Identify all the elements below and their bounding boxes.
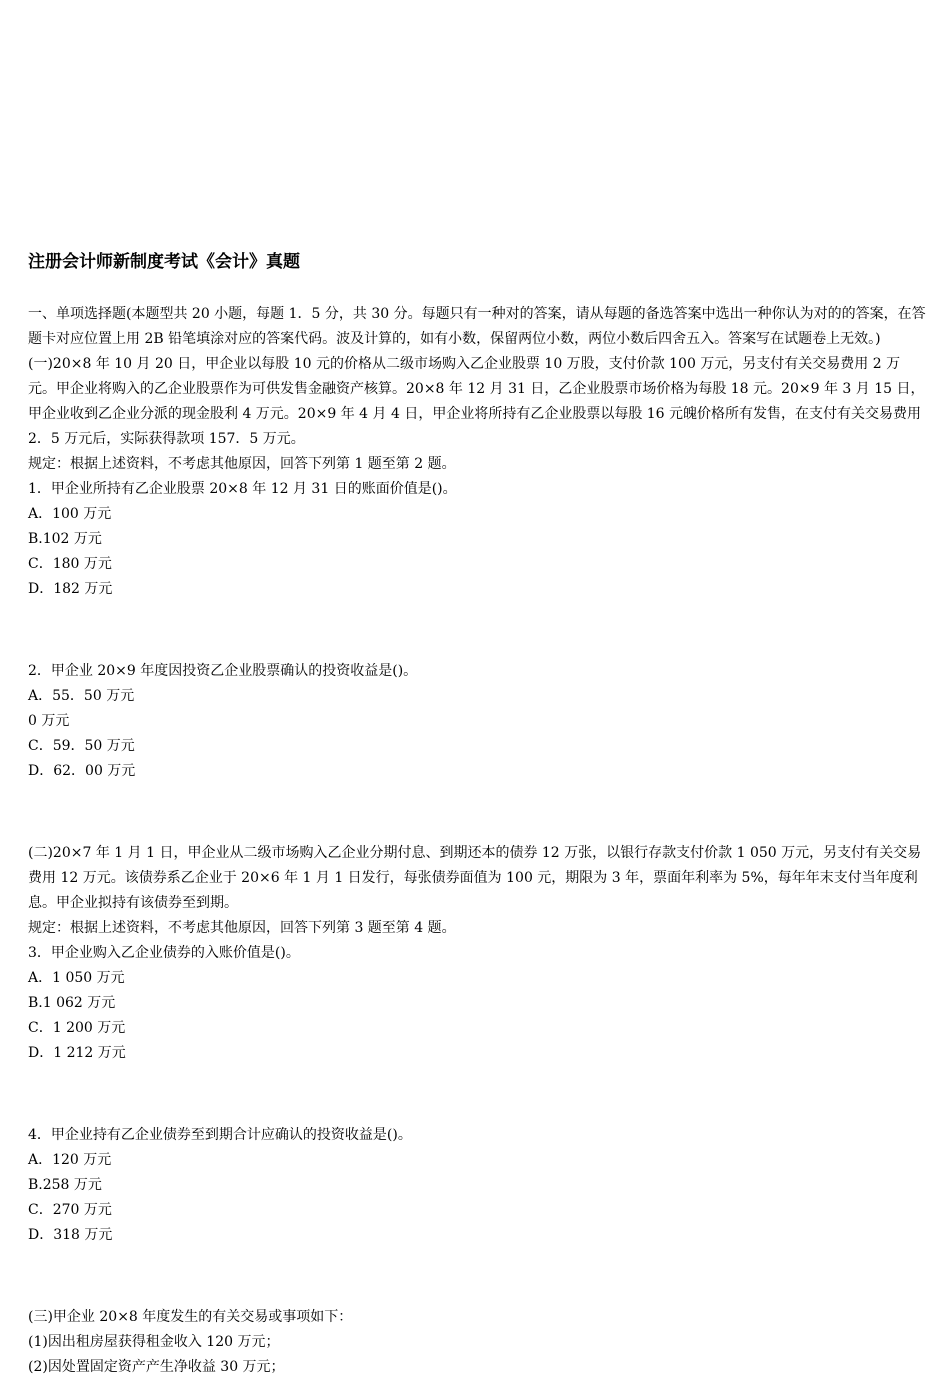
paragraph-line: 规定：根据上述资料，不考虑其他原因，回答下列第 3 题至第 4 题。 — [28, 920, 456, 936]
paragraph-line: 0 万元 — [28, 713, 70, 729]
paragraph-line: D．318 万元 — [28, 1227, 113, 1243]
document-page — [28, 248, 928, 1380]
paragraph-line: (三)甲企业 20×8 年度发生的有关交易或事项如下： — [28, 1309, 353, 1325]
blank-line — [28, 1264, 928, 1289]
document-body — [28, 302, 928, 1380]
paragraph-line: (二)20×7 年 1 月 1 日，甲企业从二级市场购入乙企业分期付息、到期还本的债券 12 万张，以银行存款支付价款 1 050 万元，另支付有关交易费用 12 万元。该债券系乙企业于 20×6 年 1 月 1 日发行，每张债券面值为 100 元，期限为 3 年，票面年利率为 5%，每年年末支付当年度利息。甲企业拟持有该债券至到期。 — [28, 845, 922, 911]
document-title: 注册会计师新制度考试《会计》真题 — [28, 252, 300, 272]
paragraph-line: A．1 050 万元 — [28, 970, 125, 986]
paragraph-line: D．1 212 万元 — [28, 1045, 126, 1061]
paragraph-line: C．180 万元 — [28, 556, 112, 572]
paragraph-line: A．55．50 万元 — [28, 688, 135, 704]
paragraph-line: C．59．50 万元 — [28, 738, 135, 754]
paragraph-line: (一)20×8 年 10 月 20 日，甲企业以每股 10 元的价格从二级市场购入乙企业股票 10 万股，支付价款 100 万元，另支付有关交易费用 2 万元。甲企业将购入的乙企业股票作为可供发售金融资产核算。20×8 年 12 月 31 日，乙企业股票市场价格为每股 18 元。20×9 年 3 月 15 日，甲企业收到乙企业分派的现金股利 4 万元。20×9 年 4 月 4 日，甲企业将所持有乙企业股票以每股 16 元魄价格所有发售，在支付有关交易费用 2．5 万元后，实际获得款项 157．5 万元。 — [28, 356, 926, 447]
blank-line — [28, 1082, 928, 1107]
paragraph-line: 规定：根据上述资料，不考虑其他原因，回答下列第 1 题至第 2 题。 — [28, 456, 456, 472]
paragraph-line: A．120 万元 — [28, 1152, 112, 1168]
paragraph-line: C．1 200 万元 — [28, 1020, 126, 1036]
paragraph-line: 一、单项选择题(本题型共 20 小题，每题 1．5 分，共 30 分。每题只有一种对的答案，请从每题的备选答案中选出一种你认为对的的答案，在答题卡对应位置上用 2B 铅笔填涂对应的答案代码。波及计算的，如有小数，保留两位小数，两位小数后四舍五入。答案写在试题卷上无效。) — [28, 306, 926, 347]
paragraph-line: 2．甲企业 20×9 年度因投资乙企业股票确认的投资收益是()。 — [28, 663, 418, 679]
blank-line — [28, 618, 928, 643]
paragraph-line: C．270 万元 — [28, 1202, 112, 1218]
paragraph-line: (2)因处置固定资产产生净收益 30 万元； — [28, 1359, 285, 1375]
paragraph-line: B.1 062 万元 — [28, 995, 116, 1011]
blank-line — [28, 800, 928, 825]
paragraph-line: D．62．00 万元 — [28, 763, 136, 779]
paragraph-line: D．182 万元 — [28, 581, 113, 597]
paragraph-line: B.102 万元 — [28, 531, 102, 547]
paragraph-line: 4．甲企业持有乙企业债券至到期合计应确认的投资收益是()。 — [28, 1127, 412, 1143]
paragraph-line: (1)因出租房屋获得租金收入 120 万元； — [28, 1334, 280, 1350]
paragraph-line: B.258 万元 — [28, 1177, 102, 1193]
paragraph-line: 1．甲企业所持有乙企业股票 20×8 年 12 月 31 日的账面价值是()。 — [28, 481, 457, 497]
paragraph-line: 3．甲企业购入乙企业债券的入账价值是()。 — [28, 945, 300, 961]
paragraph-line: A．100 万元 — [28, 506, 112, 522]
